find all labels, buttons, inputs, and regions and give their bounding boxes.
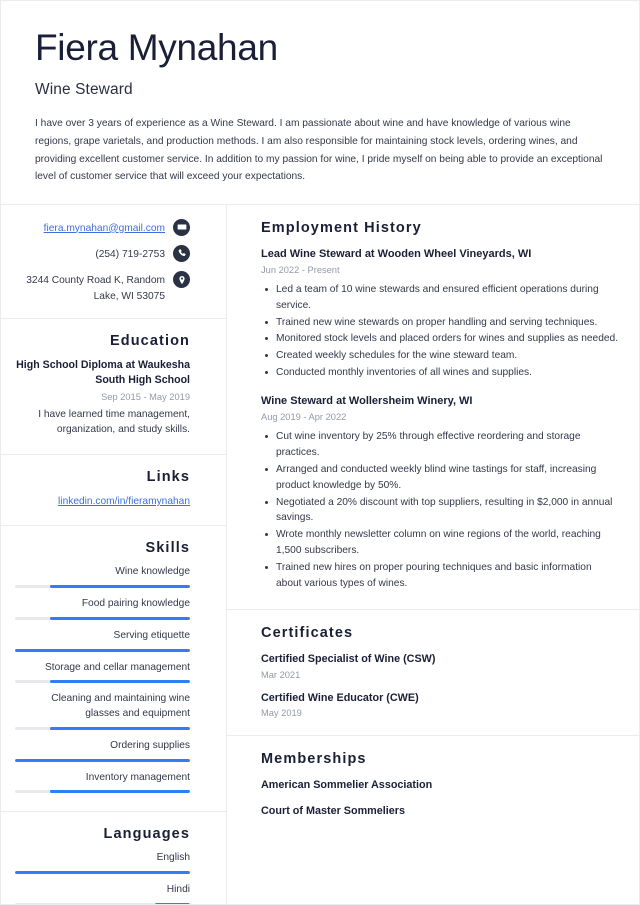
employment-entry-bullets <box>261 429 619 591</box>
education-degree: High School Diploma at Waukesha South High School <box>16 358 190 386</box>
membership-entry: Court of Master Sommeliers <box>261 804 405 817</box>
skill-label: Wine knowledge <box>115 566 190 578</box>
certificate-name: Certified Wine Educator (CWE) <box>261 691 419 704</box>
skill-level-track <box>15 680 190 683</box>
location-pin-icon <box>173 271 190 288</box>
memberships-section <box>227 736 639 836</box>
skill-label: Cleaning and maintaining wine glasses and equipment <box>51 693 190 720</box>
language-level-track <box>15 871 190 874</box>
resume-body <box>1 205 639 905</box>
skills-section <box>1 526 226 812</box>
certificates-section <box>227 610 639 735</box>
certificate-entry <box>261 652 619 679</box>
employment-entry <box>261 247 619 381</box>
education-section <box>1 319 226 455</box>
employment-bullet: Conducted monthly inventories of all wines and supplies. <box>261 365 619 381</box>
links-section <box>1 455 226 526</box>
employment-bullet: Arranged and conducted weekly blind wine tastings for staff, increasing product knowledge by 50%. <box>261 462 619 494</box>
skills-list <box>15 565 190 793</box>
skill-level-track <box>15 617 190 620</box>
skill-item <box>15 661 190 684</box>
language-label: Hindi <box>166 884 190 896</box>
skill-item <box>15 597 190 620</box>
employment-bullet: Trained new wine stewards on proper handling and serving techniques. <box>261 315 619 331</box>
job-title: Wine Steward <box>35 81 133 99</box>
skill-level-fill <box>15 759 190 762</box>
envelope-icon <box>173 219 190 236</box>
skill-label: Serving etiquette <box>113 629 190 641</box>
memberships-heading: Memberships <box>261 750 367 767</box>
membership-entry: American Sommelier Association <box>261 778 433 791</box>
skill-level-track <box>15 790 190 793</box>
skill-level-track <box>15 759 190 762</box>
sidebar <box>1 205 227 905</box>
employment-bullet: Cut wine inventory by 25% through effective reordering and storage practices. <box>261 429 619 461</box>
skill-label: Inventory management <box>85 771 190 783</box>
employment-entry-bullets <box>261 282 619 381</box>
languages-heading: Languages <box>103 826 190 843</box>
language-level-fill <box>15 871 190 874</box>
employment-entry <box>261 394 619 592</box>
employment-heading: Employment History <box>261 219 422 236</box>
education-date: Sep 2015 - May 2019 <box>101 391 190 402</box>
education-heading: Education <box>110 332 190 349</box>
address-value: 3244 County Road K, Random Lake, WI 53075 <box>26 275 165 302</box>
skill-level-track <box>15 649 190 652</box>
language-item <box>15 883 190 905</box>
employment-entry-title: Wine Steward at Wollersheim Winery, WI <box>261 394 473 407</box>
languages-list <box>15 851 190 905</box>
employment-entry-date: Jun 2022 - Present <box>261 265 340 276</box>
language-label: English <box>156 852 190 864</box>
language-item <box>15 851 190 874</box>
resume-header <box>1 1 639 205</box>
skill-item <box>15 771 190 794</box>
skill-level-fill <box>50 617 190 620</box>
contact-row-email[interactable] <box>11 219 190 236</box>
employment-list <box>261 247 619 592</box>
skill-item <box>15 739 190 762</box>
education-description: I have learned time management, organization, and study skills. <box>38 408 190 436</box>
skill-level-fill <box>50 680 190 683</box>
professional-summary: I have over 3 years of experience as a Wine Steward. I am passionate about wine and have knowledge of various wine regions, grape varietals, and production methods. I am also responsible for maintaining stock levels, ordering wines, and providing excellent customer service. In addition to my passion for wine, I pride myself on being able to provide an exceptional level of customer service that will exceed your expectations. <box>35 118 603 183</box>
certificate-name: Certified Specialist of Wine (CSW) <box>261 653 436 666</box>
links-heading: Links <box>146 468 190 485</box>
employment-bullet: Negotiated a 20% discount with top suppliers, resulting in $2,000 in annual savings. <box>261 495 619 527</box>
main-column <box>227 205 639 905</box>
contact-row-address[interactable] <box>11 271 190 304</box>
skill-level-fill <box>50 790 190 793</box>
contact-row-phone[interactable] <box>11 245 190 262</box>
employment-section <box>227 205 639 611</box>
skill-label: Storage and cellar management <box>45 661 190 673</box>
certificate-date: Mar 2021 <box>261 669 301 680</box>
skills-heading: Skills <box>145 540 190 557</box>
memberships-list <box>261 778 619 819</box>
skill-item <box>15 565 190 588</box>
skill-level-fill <box>50 727 190 730</box>
skill-item <box>15 629 190 652</box>
phone-value: (254) 719-2753 <box>95 248 165 260</box>
employment-entry-title: Lead Wine Steward at Wooden Wheel Vineyards, WI <box>261 247 532 260</box>
skill-level-track <box>15 585 190 588</box>
certificate-entry <box>261 691 619 718</box>
email-value[interactable]: fiera.mynahan@gmail.com <box>43 222 165 234</box>
skill-level-track <box>15 727 190 730</box>
skill-label: Ordering supplies <box>110 739 190 751</box>
employment-entry-date: Aug 2019 - Apr 2022 <box>261 412 347 423</box>
certificates-list <box>261 652 619 717</box>
contact-section <box>1 205 226 319</box>
skill-level-fill <box>15 649 190 652</box>
skill-level-fill <box>50 585 190 588</box>
skill-label: Food pairing knowledge <box>81 597 190 609</box>
languages-section <box>1 812 226 905</box>
employment-bullet: Created weekly schedules for the wine steward team. <box>261 348 619 364</box>
phone-icon <box>173 245 190 262</box>
page-title: Fiera Mynahan <box>35 27 278 68</box>
certificates-heading: Certificates <box>261 625 354 642</box>
employment-bullet: Led a team of 10 wine stewards and ensured efficient operations during service. <box>261 282 619 314</box>
employment-bullet: Wrote monthly newsletter column on wine regions of the world, reaching 1,500 subscribers. <box>261 527 619 559</box>
employment-bullet: Trained new hires on proper pouring techniques and basic information about various types of wines. <box>261 560 619 592</box>
certificate-date: May 2019 <box>261 707 302 718</box>
skill-item <box>15 692 190 730</box>
link-item-linkedin[interactable]: linkedin.com/in/fieramynahan <box>58 495 190 507</box>
employment-bullet: Monitored stock levels and placed orders for wines and supplies as needed. <box>261 331 619 347</box>
